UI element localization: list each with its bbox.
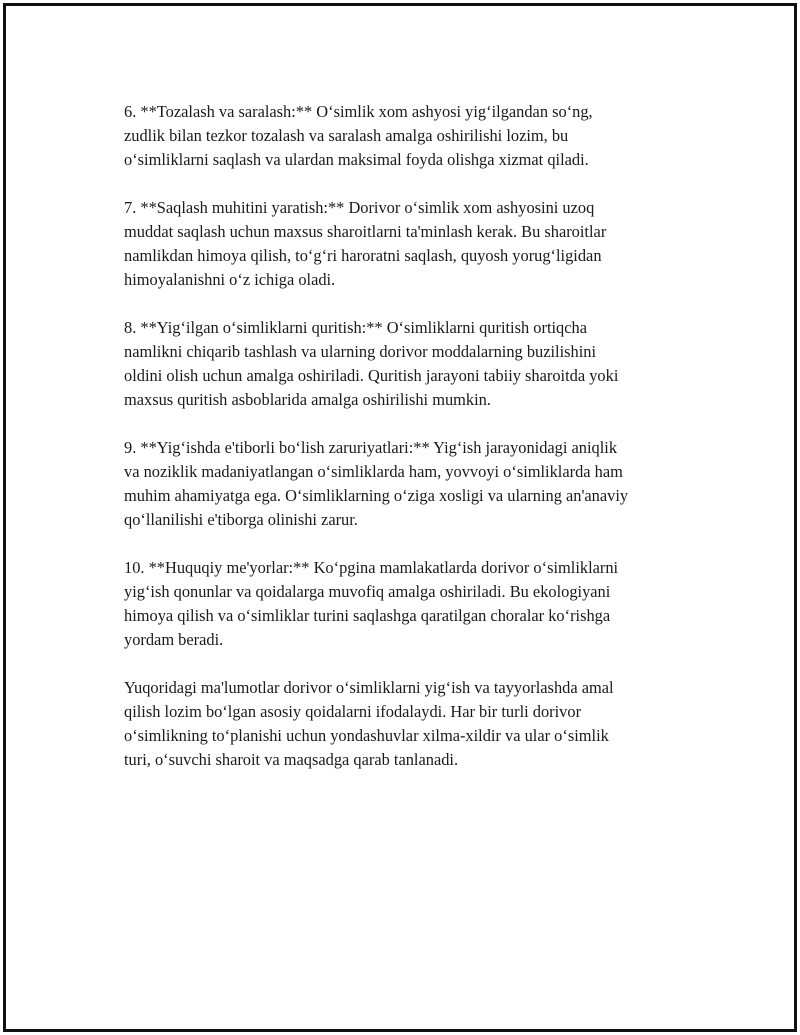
text-line: namlikdan himoya qilish, to‘g‘ri haroratni saqlash, quyosh yorug‘ligidan	[124, 246, 602, 265]
text-line: namlikni chiqarib tashlash va ularning dorivor moddalarning buzilishini	[124, 342, 597, 361]
text-line: 6. **Tozalash va saralash:** O‘simlik xom ashyosi yig‘ilgandan so‘ng,	[124, 102, 593, 121]
text-line: maxsus quritish asboblarida amalga oshirilishi mumkin.	[124, 390, 491, 409]
text-line: zudlik bilan tezkor tozalash va saralash amalga oshirilishi lozim, bu	[124, 126, 569, 145]
text-line: 9. **Yig‘ishda e'tiborli bo‘lish zaruriyatlari:** Yig‘ish jarayonidagi aniqlik	[124, 438, 618, 457]
text-line: muddat saqlash uchun maxsus sharoitlarni ta'minlash kerak. Bu sharoitlar	[124, 222, 607, 241]
page-frame	[3, 3, 797, 1032]
text-line: himoyalanishni o‘z ichiga oladi.	[124, 270, 336, 289]
text-line: qilish lozim bo‘lgan asosiy qoidalarni ifodalaydi. Har bir turli dorivor	[124, 702, 582, 721]
text-line: yordam beradi.	[124, 630, 224, 649]
text-line: oldini olish uchun amalga oshiriladi. Quritish jarayoni tabiiy sharoitda yoki	[124, 366, 619, 385]
text-line: 8. **Yig‘ilgan o‘simliklarni quritish:** O‘simliklarni quritish ortiqcha	[124, 318, 587, 337]
paragraph-quritish	[124, 316, 694, 412]
document-body	[124, 100, 694, 796]
paragraph-yigishda-etiborli	[124, 436, 694, 532]
text-line: o‘simlikning to‘planishi uchun yondashuvlar xilma-xildir va ular o‘simlik	[124, 726, 609, 745]
text-line: muhim ahamiyatga ega. O‘simliklarning o‘ziga xosligi va ularning an'anaviy	[124, 486, 629, 505]
text-line: himoya qilish va o‘simliklar turini saqlashga qaratilgan choralar ko‘rishga	[124, 606, 611, 625]
paragraph-saqlash-muhitini-yaratish	[124, 196, 694, 292]
text-line: 10. **Huquqiy me'yorlar:** Ko‘pgina mamlakatlarda dorivor o‘simliklarni	[124, 558, 619, 577]
text-line: va noziklik madaniyatlangan o‘simliklarda ham, yovvoyi o‘simliklarda ham	[124, 462, 623, 481]
text-line: Yuqoridagi ma'lumotlar dorivor o‘simliklarni yig‘ish va tayyorlashda amal	[124, 678, 614, 697]
text-line: yig‘ish qonunlar va qoidalarga muvofiq amalga oshiriladi. Bu ekologiyani	[124, 582, 611, 601]
text-line: qo‘llanilishi e'tiborga olinishi zarur.	[124, 510, 358, 529]
text-line: o‘simliklarni saqlash va ulardan maksimal foyda olishga xizmat qiladi.	[124, 150, 589, 169]
paragraph-tozalash-va-saralash	[124, 100, 694, 172]
text-line: 7. **Saqlash muhitini yaratish:** Dorivor o‘simlik xom ashyosini uzoq	[124, 198, 595, 217]
paragraph-huquqiy-meyorlar	[124, 556, 694, 652]
paragraph-conclusion	[124, 676, 694, 772]
text-line: turi, o‘suvchi sharoit va maqsadga qarab tanlanadi.	[124, 750, 459, 769]
